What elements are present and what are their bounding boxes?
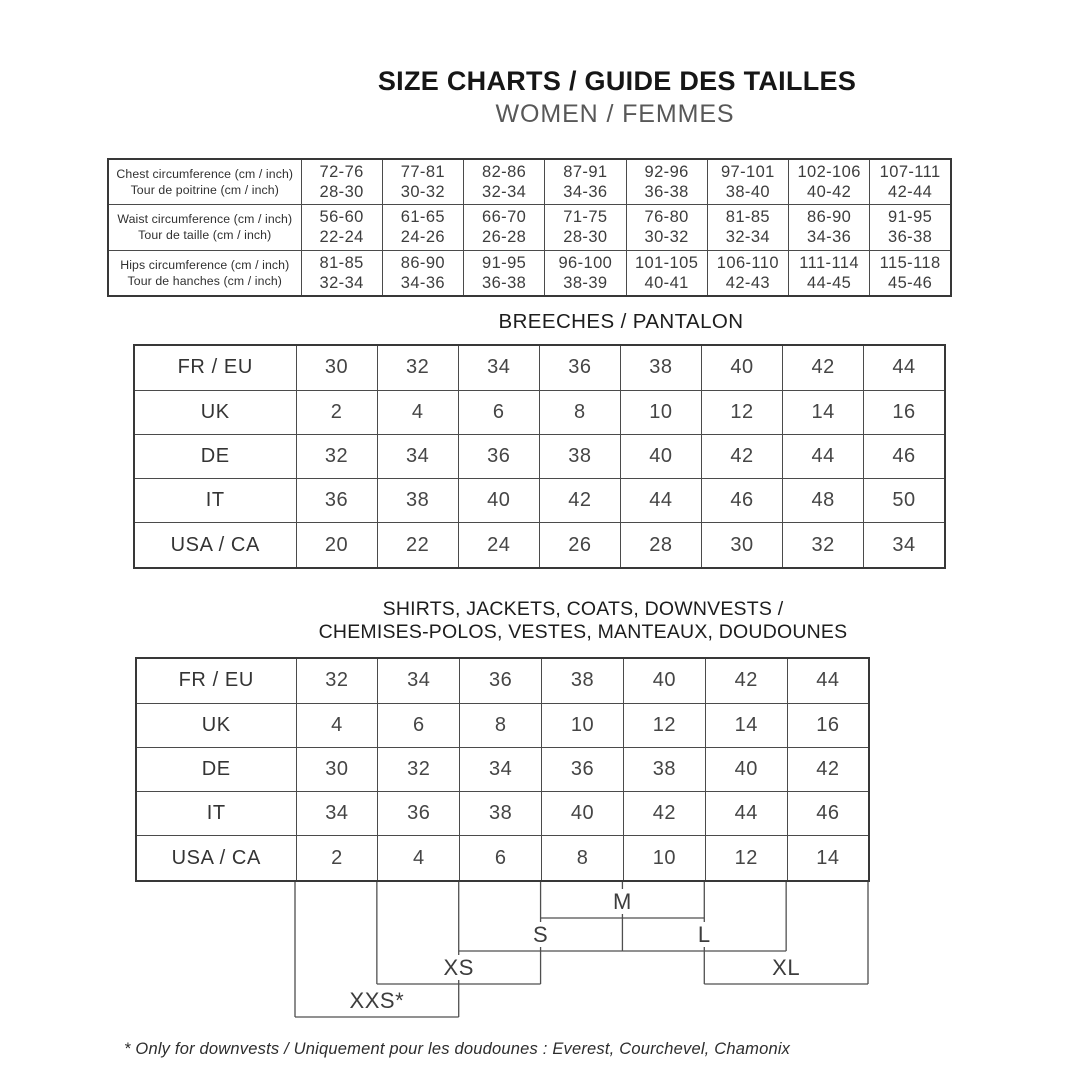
size-value-cell: 50: [864, 479, 945, 523]
size-value-cell: 40: [542, 792, 624, 836]
measurement-cell: 82-86 32-34: [464, 159, 545, 205]
size-system-label: DE: [136, 747, 296, 791]
size-value-cell: 34: [864, 523, 945, 568]
size-value-cell: 4: [378, 836, 460, 881]
size-value-cell: 6: [378, 703, 460, 747]
size-bracket-xxs: [295, 988, 459, 1014]
size-bracket-xl: [704, 955, 868, 981]
size-system-label: UK: [136, 703, 296, 747]
size-value-cell: 44: [620, 479, 701, 523]
measurement-cell: 91-95 36-38: [464, 250, 545, 296]
size-system-label: USA / CA: [134, 523, 296, 568]
size-value-cell: 12: [623, 703, 705, 747]
measurement-cell: 87-91 34-36: [545, 159, 626, 205]
measurement-cell: 77-81 30-32: [382, 159, 463, 205]
size-value-cell: 40: [705, 747, 787, 791]
page-title: SIZE CHARTS / GUIDE DES TAILLES: [377, 66, 857, 96]
size-value-cell: 24: [458, 523, 539, 568]
footnote: * Only for downvests / Uniquement pour les doudounes : Everest, Courchevel, Chamonix: [124, 1040, 791, 1058]
measurement-cell: 107-111 42-44: [870, 159, 951, 205]
size-value-cell: 10: [623, 836, 705, 881]
measurement-cell: 66-70 26-28: [464, 205, 545, 250]
measurement-cell: 101-105 40-41: [626, 250, 707, 296]
size-bracket-l: [622, 922, 786, 948]
size-value-cell: 36: [458, 434, 539, 478]
size-value-cell: 6: [458, 390, 539, 434]
size-value-cell: 46: [864, 434, 945, 478]
size-bracket-label: L: [691, 922, 718, 947]
size-value-cell: 32: [377, 345, 458, 390]
size-value-cell: 44: [787, 658, 869, 703]
size-value-cell: 12: [701, 390, 782, 434]
size-value-cell: 14: [705, 703, 787, 747]
measurement-cell: 76-80 30-32: [626, 205, 707, 250]
size-value-cell: 8: [460, 703, 542, 747]
measurement-row-label: Chest circumference (cm / inch) Tour de poitrine (cm / inch): [108, 159, 301, 205]
size-system-label: IT: [134, 479, 296, 523]
size-value-cell: 42: [539, 479, 620, 523]
size-value-cell: 44: [783, 434, 864, 478]
size-value-cell: 36: [460, 658, 542, 703]
measurement-cell: 86-90 34-36: [382, 250, 463, 296]
size-value-cell: 16: [787, 703, 869, 747]
size-value-cell: 32: [378, 747, 460, 791]
size-value-cell: 38: [539, 434, 620, 478]
size-value-cell: 38: [623, 747, 705, 791]
size-value-cell: 40: [701, 345, 782, 390]
measurement-cell: 92-96 36-38: [626, 159, 707, 205]
size-value-cell: 32: [296, 658, 378, 703]
size-value-cell: 36: [378, 792, 460, 836]
measurement-row-label: Waist circumference (cm / inch) Tour de taille (cm / inch): [108, 205, 301, 250]
measurement-cell: 81-85 32-34: [707, 205, 788, 250]
shirts-title-line2: CHEMISES-POLOS, VESTES, MANTEAUX, DOUDOUNES: [318, 620, 848, 643]
size-value-cell: 2: [296, 836, 378, 881]
size-value-cell: 4: [296, 703, 378, 747]
size-system-label: FR / EU: [134, 345, 296, 390]
measurement-row-label: Hips circumference (cm / inch) Tour de hanches (cm / inch): [108, 250, 301, 296]
size-value-cell: 40: [620, 434, 701, 478]
size-value-cell: 8: [539, 390, 620, 434]
size-value-cell: 34: [377, 434, 458, 478]
size-value-cell: 40: [623, 658, 705, 703]
size-value-cell: 38: [620, 345, 701, 390]
size-value-cell: 36: [296, 479, 377, 523]
size-value-cell: 8: [542, 836, 624, 881]
size-value-cell: 30: [701, 523, 782, 568]
size-value-cell: 12: [705, 836, 787, 881]
measurement-cell: 106-110 42-43: [707, 250, 788, 296]
measurement-cell: 115-118 45-46: [870, 250, 951, 296]
size-value-cell: 42: [787, 747, 869, 791]
size-value-cell: 28: [620, 523, 701, 568]
size-bracket-xs: [377, 955, 541, 981]
size-value-cell: 32: [783, 523, 864, 568]
size-bracket-label: M: [606, 889, 639, 914]
size-value-cell: 34: [296, 792, 378, 836]
measurement-cell: 97-101 38-40: [707, 159, 788, 205]
measurement-cell: 102-106 40-42: [789, 159, 870, 205]
size-value-cell: 10: [620, 390, 701, 434]
size-value-cell: 46: [701, 479, 782, 523]
size-value-cell: 32: [296, 434, 377, 478]
measurement-cell: 72-76 28-30: [301, 159, 382, 205]
size-value-cell: 46: [787, 792, 869, 836]
size-value-cell: 6: [460, 836, 542, 881]
size-value-cell: 44: [864, 345, 945, 390]
size-value-cell: 34: [378, 658, 460, 703]
size-system-label: USA / CA: [136, 836, 296, 881]
size-value-cell: 34: [458, 345, 539, 390]
size-value-cell: 14: [787, 836, 869, 881]
size-bracket-label: XS: [437, 955, 481, 980]
size-value-cell: 42: [783, 345, 864, 390]
size-system-label: IT: [136, 792, 296, 836]
measurement-cell: 56-60 22-24: [301, 205, 382, 250]
measurement-cell: 61-65 24-26: [382, 205, 463, 250]
size-value-cell: 30: [296, 747, 378, 791]
size-value-cell: 48: [783, 479, 864, 523]
size-value-cell: 38: [542, 658, 624, 703]
size-bracket-m: [541, 889, 705, 915]
measurement-cell: 111-114 44-45: [789, 250, 870, 296]
size-value-cell: 10: [542, 703, 624, 747]
size-bracket-label: S: [526, 922, 555, 947]
measurement-cell: 86-90 34-36: [789, 205, 870, 250]
measurement-cell: 71-75 28-30: [545, 205, 626, 250]
size-value-cell: 30: [296, 345, 377, 390]
size-value-cell: 44: [705, 792, 787, 836]
size-system-label: FR / EU: [136, 658, 296, 703]
size-value-cell: 36: [539, 345, 620, 390]
page-subtitle: WOMEN / FEMMES: [495, 100, 735, 128]
size-bracket-s: [459, 922, 623, 948]
size-value-cell: 42: [623, 792, 705, 836]
size-bracket-label: XXS*: [343, 988, 412, 1013]
measurement-cell: 91-95 36-38: [870, 205, 951, 250]
size-value-cell: 40: [458, 479, 539, 523]
size-value-cell: 16: [864, 390, 945, 434]
size-value-cell: 2: [296, 390, 377, 434]
size-value-cell: 38: [377, 479, 458, 523]
size-system-label: DE: [134, 434, 296, 478]
size-system-label: UK: [134, 390, 296, 434]
size-value-cell: 20: [296, 523, 377, 568]
size-value-cell: 14: [783, 390, 864, 434]
size-value-cell: 36: [542, 747, 624, 791]
size-value-cell: 42: [701, 434, 782, 478]
size-value-cell: 22: [377, 523, 458, 568]
measurement-cell: 96-100 38-39: [545, 250, 626, 296]
measurement-cell: 81-85 32-34: [301, 250, 382, 296]
size-value-cell: 4: [377, 390, 458, 434]
breeches-table-title: BREECHES / PANTALON: [498, 310, 744, 333]
size-bracket-label: XL: [765, 955, 807, 980]
size-value-cell: 34: [460, 747, 542, 791]
size-value-cell: 42: [705, 658, 787, 703]
size-value-cell: 26: [539, 523, 620, 568]
size-value-cell: 38: [460, 792, 542, 836]
shirts-title-line1: SHIRTS, JACKETS, COATS, DOWNVESTS /: [382, 598, 784, 620]
